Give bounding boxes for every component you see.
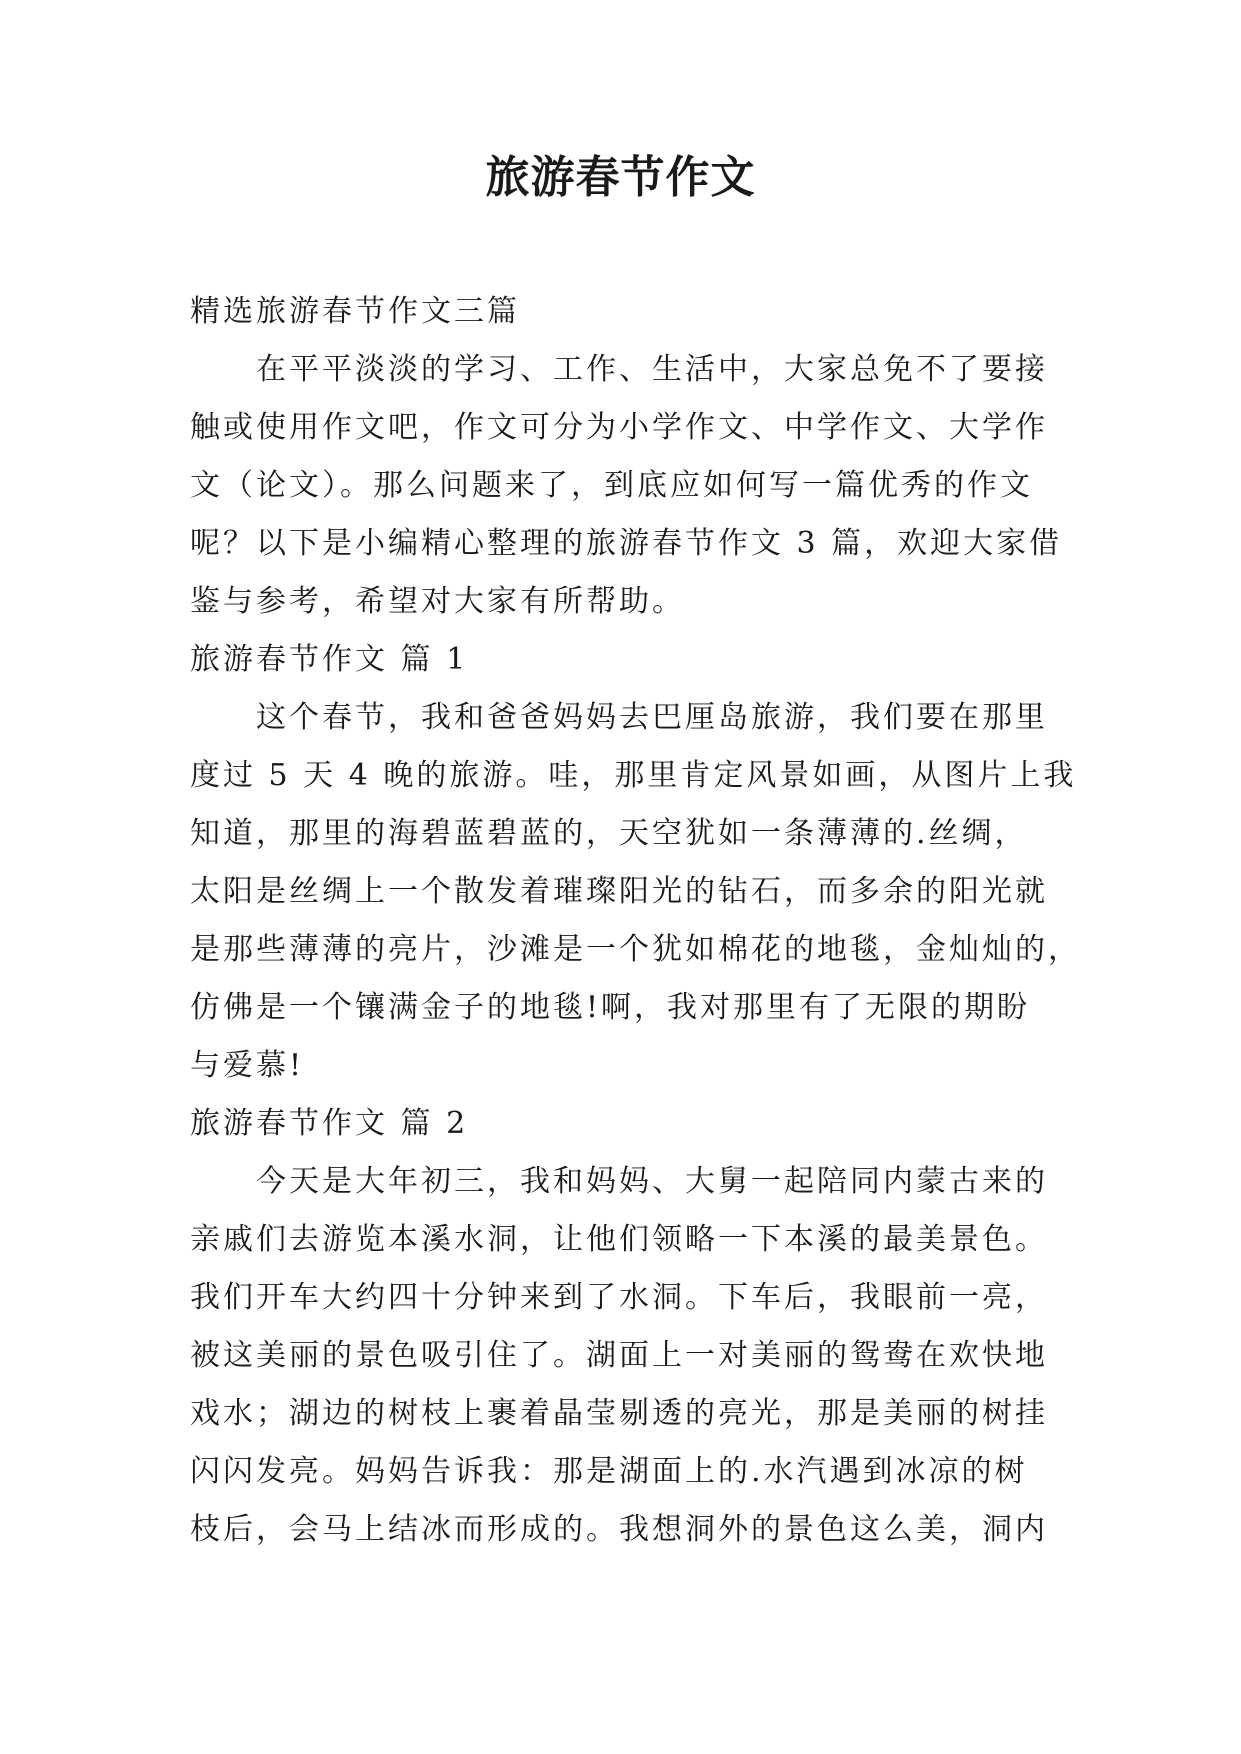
document-title: 旅游春节作文 <box>485 152 756 203</box>
essay-1-line: 是那些薄薄的亮片，沙滩是一个犹如棉花的地毯，金灿灿的， <box>190 932 1081 967</box>
intro-paragraph-line: 呢？以下是小编精心整理的旅游春节作文 3 篇，欢迎大家借 <box>190 526 1063 561</box>
subtitle-line: 精选旅游春节作文三篇 <box>190 294 520 329</box>
intro-paragraph-line: 在平平淡淡的学习、工作、生活中，大家总免不了要接 <box>256 352 1048 387</box>
essay-2-line: 我们开车大约四十分钟来到了水洞。下车后，我眼前一亮， <box>190 1280 1048 1315</box>
essay-1-line: 与爱慕! <box>190 1048 305 1083</box>
essay-2-line: 被这美丽的景色吸引住了。湖面上一对美丽的鸳鸯在欢快地 <box>190 1338 1048 1373</box>
essay-2-line: 亲戚们去游览本溪水洞，让他们领略一下本溪的最美景色。 <box>190 1222 1048 1257</box>
section-heading: 旅游春节作文 篇 1 <box>190 642 469 677</box>
essay-1-line: 太阳是丝绸上一个散发着璀璨阳光的钻石，而多余的阳光就 <box>190 874 1048 909</box>
essay-2-line: 枝后，会马上结冰而形成的。我想洞外的景色这么美，洞内 <box>190 1512 1048 1547</box>
intro-paragraph-line: 触或使用作文吧，作文可分为小学作文、中学作文、大学作 <box>190 410 1048 445</box>
essay-2-line: 今天是大年初三，我和妈妈、大舅一起陪同内蒙古来的 <box>256 1164 1048 1199</box>
document-body <box>190 283 1081 1559</box>
essay-1-line: 度过 5 天 4 晚的旅游。哇，那里肯定风景如画，从图片上我 <box>190 758 1077 793</box>
intro-paragraph-line: 鉴与参考，希望对大家有所帮助。 <box>190 584 685 619</box>
essay-2-line: 闪闪发亮。妈妈告诉我：那是湖面上的.水汽遇到冰凉的树 <box>190 1454 1028 1489</box>
essay-1-line: 这个春节，我和爸爸妈妈去巴厘岛旅游，我们要在那里 <box>256 700 1048 735</box>
essay-1-line: 仿佛是一个镶满金子的地毯!啊，我对那里有了无限的期盼 <box>190 990 1031 1025</box>
essay-1-line: 知道，那里的海碧蓝碧蓝的，天空犹如一条薄薄的.丝绸， <box>190 816 1028 851</box>
section-heading: 旅游春节作文 篇 2 <box>190 1106 469 1141</box>
intro-paragraph-line: 文（论文）。那么问题来了，到底应如何写一篇优秀的作文 <box>190 468 1033 503</box>
essay-2-line: 戏水；湖边的树枝上裹着晶莹剔透的亮光，那是美丽的树挂 <box>190 1396 1048 1431</box>
